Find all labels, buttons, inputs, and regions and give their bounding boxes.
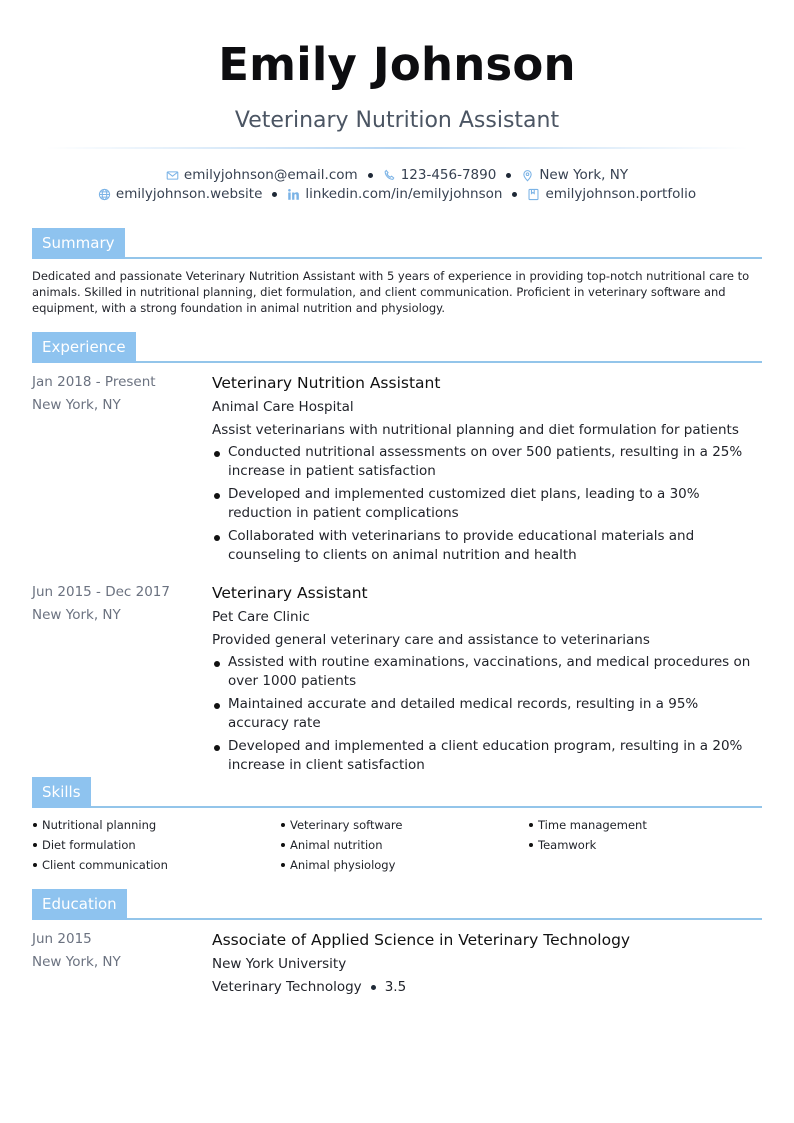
location-text: New York, NY (539, 167, 629, 183)
education-degree: Associate of Applied Science in Veterinary Technology (212, 931, 631, 949)
contact-row-secondary (0, 186, 794, 202)
contact-portfolio[interactable] (527, 186, 696, 202)
summary-text: Dedicated and passionate Veterinary Nutrition Assistant with 5 years of experience in providing top-notch nutritional care to animals. Skilled in nutritional planning, diet formulation, and client communication. Proficient in veterinary software and equipment, with a strong foundation in animal nutrition and physiology. (32, 269, 750, 315)
education-date: Jun 2015 (32, 931, 92, 947)
achievement-item: Conducted nutritional assessments on over 500 patients, resulting in a 25% increase in patient satisfaction (212, 443, 762, 481)
contact-location (521, 167, 628, 183)
skill-item: Time management (528, 817, 762, 833)
phone-text: 123-456-7890 (400, 167, 497, 183)
contact-phone[interactable] (383, 167, 497, 183)
section-title-skills: Skills (32, 777, 91, 808)
experience-location: New York, NY (32, 607, 121, 623)
mail-icon (166, 169, 179, 182)
location-pin-icon (521, 169, 534, 182)
skill-item: Client communication (32, 857, 280, 873)
experience-section-header (32, 332, 762, 363)
email-text: emilyjohnson@email.com (183, 167, 358, 183)
section-title-experience: Experience (32, 332, 136, 363)
education-separator (371, 985, 376, 990)
section-title-education: Education (32, 889, 127, 920)
education-school: New York University (212, 956, 347, 972)
contact-website[interactable] (98, 186, 263, 202)
skill-item: Teamwork (528, 837, 762, 853)
phone-icon (383, 169, 396, 182)
achievement-item: Collaborated with veterinarians to provide educational materials and counseling to clients on animal nutrition and health (212, 527, 762, 565)
experience-role: Veterinary Nutrition Assistant (212, 374, 441, 392)
linkedin-icon (287, 188, 300, 201)
achievement-item: Developed and implemented customized diet plans, leading to a 30% reduction in patient complications (212, 485, 762, 523)
skill-item: Animal nutrition (280, 837, 528, 853)
contact-separator (512, 192, 517, 197)
achievement-item: Assisted with routine examinations, vaccinations, and medical procedures on over 1000 patients (212, 653, 762, 691)
contact-separator (368, 173, 373, 178)
website-text: emilyjohnson.website (115, 186, 263, 202)
contact-email[interactable] (166, 167, 358, 183)
portfolio-icon (527, 188, 540, 201)
experience-role: Veterinary Assistant (212, 584, 368, 602)
portfolio-text: emilyjohnson.portfolio (545, 186, 697, 202)
achievement-item: Developed and implemented a client education program, resulting in a 20% increase in client satisfaction (212, 737, 762, 775)
globe-icon (98, 188, 111, 201)
candidate-name: Emily Johnson (218, 38, 576, 91)
education-details (212, 978, 762, 996)
skills-list (32, 817, 762, 873)
skill-item: Diet formulation (32, 837, 280, 853)
experience-description: Provided general veterinary care and assistance to veterinarians (212, 632, 650, 648)
education-gpa: 3.5 (384, 979, 407, 995)
skill-item: Veterinary software (280, 817, 528, 833)
skills-section-header (32, 777, 762, 808)
achievement-item: Maintained accurate and detailed medical records, resulting in a 95% accuracy rate (212, 695, 762, 733)
experience-achievements (212, 443, 762, 565)
experience-company: Pet Care Clinic (212, 609, 310, 625)
education-field: Veterinary Technology (212, 979, 362, 995)
contact-linkedin[interactable] (287, 186, 502, 202)
experience-achievements (212, 653, 762, 775)
experience-company: Animal Care Hospital (212, 399, 354, 415)
contact-row-primary (0, 167, 794, 183)
summary-section-header (32, 228, 762, 259)
experience-location: New York, NY (32, 397, 121, 413)
section-title-summary: Summary (32, 228, 125, 259)
header-divider (46, 147, 748, 149)
experience-dates: Jun 2015 - Dec 2017 (32, 584, 170, 600)
education-location: New York, NY (32, 954, 121, 970)
skill-item: Nutritional planning (32, 817, 280, 833)
contact-separator (506, 173, 511, 178)
job-title: Veterinary Nutrition Assistant (234, 108, 560, 133)
education-section-header (32, 889, 762, 920)
skill-item: Animal physiology (280, 857, 528, 873)
experience-description: Assist veterinarians with nutritional planning and diet formulation for patients (212, 422, 739, 438)
contact-separator (272, 192, 277, 197)
linkedin-text: linkedin.com/in/emilyjohnson (305, 186, 503, 202)
experience-dates: Jan 2018 - Present (32, 374, 156, 390)
